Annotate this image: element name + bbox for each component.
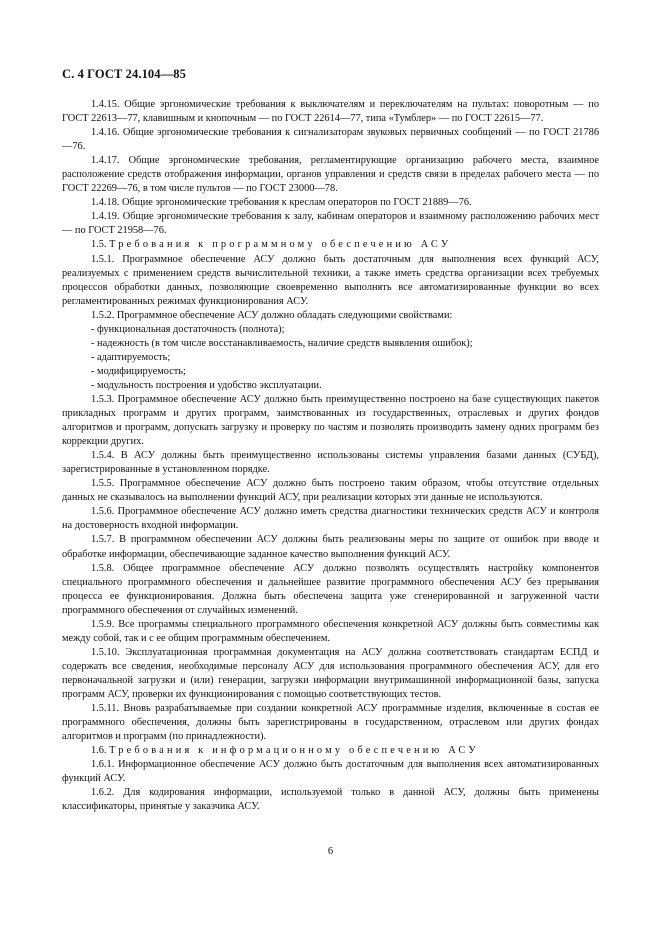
list-item: - функциональная достаточность (полнота); bbox=[91, 323, 285, 335]
list-item: - модульность построения и удобство эксплуатации. bbox=[91, 379, 322, 391]
paragraph-1-4-17: 1.4.17. Общие эргономические требования, регламентирующие организацию рабочего места, взаимное расположение средств отображения информации, органов управления и средств связи в пределах рабочего места — по ГОСТ 22269—76, в том числе пультов — по ГОСТ 23000—78. bbox=[62, 155, 599, 195]
paragraph-1-4-19: 1.4.19. Общие эргономические требования к залу, кабинам операторов и взаимному расположению рабочих мест — по ГОСТ 21958—76. bbox=[62, 211, 599, 237]
list-item: - надежность (в том числе восстанавливаемость, наличие средств выявления ошибок); bbox=[91, 337, 473, 349]
page-header: С. 4 ГОСТ 24.104—85 bbox=[62, 67, 186, 81]
paragraph-1-5-1: 1.5.1. Программное обеспечение АСУ должно быть достаточным для выполнения всех функций АСУ, реализуемых с применением средств вычислительной техники, а также иметь средства организации всех требуемых процессов обработки данных, позволяющие своевременно выполнять все автоматизированные функции во всех регламентированных режимах функционирования АСУ. bbox=[62, 253, 599, 307]
paragraph-1-4-15: 1.4.15. Общие эргономические требования к выключателям и переключателям на пультах: поворотным — по ГОСТ 22613—77, клавишным и кнопочным — по ГОСТ 22614—77, типа «Тумблер» — по ГОСТ 22615—77. bbox=[62, 99, 599, 125]
paragraph-1-5-11: 1.5.11. Вновь разрабатываемые при создании конкретной АСУ программные изделия, включенные в состав ее программного обеспечения, должны быть зарегистрированы в государственном, отраслевом или других фондах алгоритмов и программ (по принадлежности). bbox=[62, 703, 599, 743]
paragraph-1-5-6: 1.5.6. Программное обеспечение АСУ должно иметь средства диагностики технических средств АСУ и контроля на достоверность входной информации. bbox=[62, 506, 599, 532]
section-number: 1.6. bbox=[91, 745, 107, 757]
paragraph-1-6-1: 1.6.1. Информационное обеспечение АСУ должно быть достаточным для выполнения всех автоматизированных функций АСУ. bbox=[62, 759, 599, 785]
document-body bbox=[62, 98, 599, 814]
paragraph-1-5-2: 1.5.2. Программное обеспечение АСУ должно обладать следующими свойствами: bbox=[91, 309, 453, 321]
paragraph-1-5-3: 1.5.3. Программное обеспечение АСУ должно быть преимущественно построено на базе существующих пакетов прикладных программ и других программ, заимствованных из государственных, отраслевых и других фондов алгоритмов и программ, допускать загрузку и проверку по частям и позволять производить замену одних программ без коррекции других. bbox=[62, 393, 599, 448]
paragraph-1-4-18: 1.4.18. Общие эргономические требования к креслам операторов по ГОСТ 21889—76. bbox=[91, 197, 472, 209]
paragraph-1-6-2: 1.6.2. Для кодирования информации, используемой только в данной АСУ, должны быть применены классификаторы, принятые у заказчика АСУ. bbox=[62, 787, 599, 813]
paragraph-1-5-5: 1.5.5. Программное обеспечение АСУ должно быть построено таким образом, чтобы отсутствие отдельных данных не сказывалось на выполнении функций АСУ, при реализации которых эти данные не используются. bbox=[62, 478, 599, 504]
section-title: Требования к информационному обеспечению АСУ bbox=[109, 745, 479, 757]
section-heading-1-6 bbox=[62, 744, 599, 758]
section-number: 1.5. bbox=[91, 239, 107, 251]
section-title: Требования к программному обеспечению АСУ bbox=[109, 239, 452, 251]
section-heading-1-5 bbox=[62, 238, 599, 252]
paragraph-1-5-4: 1.5.4. В АСУ должны быть преимущественно использованы системы управления базами данных (СУБД), зарегистрированные в установленном порядке. bbox=[62, 450, 599, 476]
paragraph-1-5-10: 1.5.10. Эксплуатационная программная документация на АСУ должна соответствовать стандартам ЕСПД и содержать все сведения, необходимые персоналу АСУ для использования программного обеспечения АСУ, для его первоначальной загрузки и (или) генерации, загрузки информации внутримашинной информационной базы, запуска программ АСУ, проверки их функционирования с помощью соответствующих тестов. bbox=[62, 646, 599, 700]
paragraph-1-5-8: 1.5.8. Общее программное обеспечение АСУ должно позволять осуществлять настройку компонентов специального программного обеспечения и дальнейшее развитие программного обеспечения АСУ без прерывания процесса ее функционирования. Должна быть обеспечена защита уже сгенерированной и загруженной части программного обеспечения от случайных изменений. bbox=[62, 562, 599, 616]
paragraph-1-5-7: 1.5.7. В программном обеспечении АСУ должны быть реализованы меры по защите от ошибок при вводе и обработке информации, обеспечивающие заданное качество выполнения функций АСУ. bbox=[62, 534, 599, 560]
page-number: 6 bbox=[327, 846, 334, 857]
paragraph-1-4-16: 1.4.16. Общие эргономические требования к сигнализаторам звуковых первичных сообщений — по ГОСТ 21786—76. bbox=[62, 127, 599, 153]
list-item: - модифицируемость; bbox=[91, 365, 186, 377]
list-item: - адаптируемость; bbox=[91, 351, 171, 363]
paragraph-1-5-9: 1.5.9. Все программы специального программного обеспечения конкретной АСУ должны быть совместимы как между собой, так и с ее общим программным обеспечением. bbox=[62, 618, 599, 644]
